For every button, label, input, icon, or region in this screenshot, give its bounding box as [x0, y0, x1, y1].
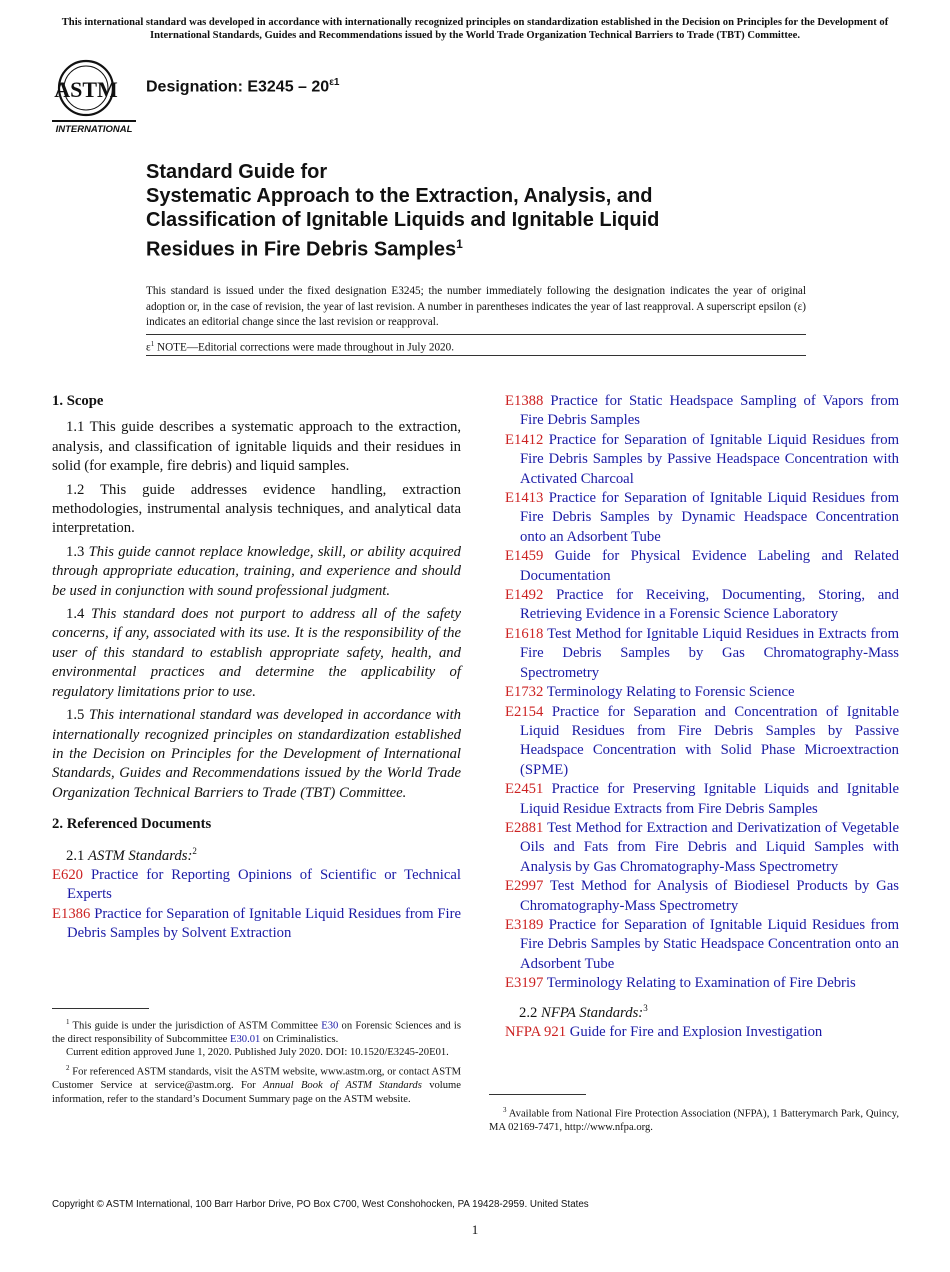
- ref-title: Test Method for Analysis of Biodiesel Products by Gas Chromatography-Mass Spectrometry: [520, 878, 899, 914]
- ref-item[interactable]: [505, 625, 899, 683]
- designation-epsilon: ε1: [329, 77, 340, 88]
- rule-bottom: [146, 355, 806, 356]
- ref-code: E1386: [52, 905, 91, 922]
- scope-heading: 1. Scope: [52, 393, 104, 409]
- footnote-1: $^1$ This guide is under the jurisdiction of ASTM Committee E30 on Forensic Sciences and is the direct responsibility of Subcommittee E30.01 on Criminalistics. Current edition approved June 1, 2020. Published July 2020. DOI: 10.1520/E3245-20E01.: [52, 1018, 461, 1059]
- ref-title: Terminology Relating to Forensic Science: [543, 684, 795, 701]
- right-column: [505, 392, 899, 1042]
- ref-code: E1459: [505, 548, 544, 565]
- scope-1-2: 1.2 This guide addresses evidence handling, extraction methodologies, instrumental analysis techniques, and analytical data interpretation.: [52, 481, 461, 537]
- title-line-1: Standard Guide for: [146, 161, 328, 183]
- scope-1-5: 1.5 This international standard was developed in accordance with internationally recognized principles on standardization established in the Decision on Principles for the Development of International Standards, Guides and Recommendations issued by the World Trade Organization Technical Barriers to Trade (TBT) Committee.: [52, 707, 461, 801]
- ref-title: Practice for Preserving Ignitable Liquids and Ignitable Liquid Residue Extracts from Fire Debris Samples: [520, 781, 899, 817]
- copyright-line: Copyright © ASTM International, 100 Barr Harbor Drive, PO Box C700, West Conshohocken, PA 19428-2959. United States: [52, 1199, 589, 1210]
- ref-title: Practice for Receiving, Documenting, Storing, and Retrieving Evidence in a Forensic Science Laboratory: [520, 587, 899, 623]
- left-ref-list: [52, 866, 461, 944]
- designation-label: Designation: E3245 – 20: [146, 78, 330, 96]
- title-footnote-mark: 1: [456, 237, 463, 251]
- document-title: [146, 160, 846, 262]
- astm-standards-label: 2.1 ASTM Standards:$^2$: [66, 845, 197, 864]
- ref-code: E3197: [505, 975, 544, 992]
- ref-code: E1492: [505, 587, 544, 604]
- designation: [146, 77, 340, 96]
- issued-statement: This standard is issued under the fixed designation E3245; the number immediately following the designation indicates the year of original adoption or, in the case of revision, the year of last revision. A number in parentheses indicates the year of last reapproval. A superscript epsilon (ε) indicates an editorial change since the last revision or reapproval.: [146, 285, 806, 328]
- ref-item[interactable]: [52, 866, 461, 905]
- footnote-rule-right: [489, 1094, 586, 1095]
- left-footnotes: [52, 1016, 461, 1106]
- ref-code: E2881: [505, 819, 544, 836]
- logo-text-top: ASTM: [54, 77, 118, 102]
- ref-item[interactable]: [505, 974, 899, 993]
- ref-code: E2154: [505, 703, 544, 720]
- scope-1-4: 1.4 This standard does not purport to address all of the safety concerns, if any, associated with its use. It is the responsibility of the user of this standard to establish appropriate safety, health, and environmental practices and determine the applicability of regulatory limitations prior to use.: [52, 606, 462, 700]
- ref-item[interactable]: [505, 916, 899, 974]
- referenced-heading: 2. Referenced Documents: [52, 816, 212, 833]
- link-e30[interactable]: E30: [321, 1020, 339, 1032]
- ref-code: E3189: [505, 916, 544, 933]
- ref-title: Guide for Fire and Explosion Investigation: [566, 1023, 823, 1040]
- page-number: 1: [471, 1222, 479, 1237]
- ref-code: E1388: [505, 393, 544, 409]
- footnote-rule-left: [52, 1008, 149, 1009]
- ref-item[interactable]: [505, 586, 899, 625]
- ref-code: E2451: [505, 781, 544, 798]
- right-footnotes: [489, 1104, 899, 1134]
- ref-item[interactable]: [505, 819, 899, 877]
- scope-1-3: 1.3 This guide cannot replace knowledge, skill, or ability acquired through appropriate education, training, and experience and should be used in conjunction with sound professional judgment.: [52, 543, 462, 599]
- ref-item[interactable]: [52, 905, 461, 944]
- ref-item[interactable]: [505, 392, 899, 431]
- logo-text-bottom: INTERNATIONAL: [55, 124, 133, 134]
- nfpa-standards-label: 2.2 NFPA Standards:$^3$: [519, 1002, 648, 1021]
- editorial-note: $\varepsilon^1$ NOTE—Editorial corrections were made throughout in July 2020.: [146, 340, 455, 354]
- ref-title: Test Method for Ignitable Liquid Residues in Extracts from Fire Debris Samples by Gas Chromatography-Mass Spectrometry: [520, 625, 899, 681]
- ref-title: Guide for Physical Evidence Labeling and Related Documentation: [520, 548, 899, 584]
- ref-code: NFPA 921: [505, 1023, 567, 1040]
- title-line-2: Systematic Approach to the Extraction, Analysis, and: [146, 185, 653, 207]
- ref-title: Practice for Separation of Ignitable Liquid Residues from Fire Debris Samples by Static Headspace Concentration onto an Adsorbent Tube: [520, 916, 899, 972]
- link-e30-01[interactable]: E30.01: [230, 1033, 261, 1045]
- left-column: [52, 392, 461, 943]
- ref-code: E1732: [505, 684, 544, 701]
- ref-title: Test Method for Extraction and Derivatization of Vegetable Oils and Fats from Fire Debris and Liquid Samples with Analysis by Gas Chromatography-Mass Spectrometry: [520, 819, 899, 875]
- ref-code: E1618: [505, 625, 544, 642]
- rule-top: [146, 334, 806, 335]
- ref-title: Practice for Reporting Opinions of Scientific or Technical Experts: [67, 866, 461, 903]
- header-notice: This international standard was developed in accordance with internationally recognized principles on standardization established in the Decision on Principles for the Development of International Standards, Guides and Recommendations issued by the World Trade Organization Technical Barriers to Trade (TBT) Committee.: [61, 17, 889, 41]
- ref-title: Terminology Relating to Examination of Fire Debris: [543, 975, 856, 992]
- ref-item[interactable]: [505, 431, 899, 489]
- ref-code: E1413: [505, 490, 544, 507]
- ref-title: Practice for Separation of Ignitable Liquid Residues from Fire Debris Samples by Dynamic Headspace Concentration onto an Adsorbent Tube: [520, 490, 899, 545]
- ref-item[interactable]: [505, 547, 899, 586]
- ref-item[interactable]: [505, 877, 899, 916]
- astm-logo-icon: [52, 58, 136, 134]
- ref-item[interactable]: [505, 780, 899, 819]
- ref-item[interactable]: [505, 1023, 899, 1042]
- footnote-3: $^3$ Available from National Fire Protection Association (NFPA), 1 Batterymarch Park, Quincy, MA 02169-7471, http://www.nfpa.org.: [489, 1106, 899, 1133]
- ref-title: Practice for Static Headspace Sampling of Vapors from Fire Debris Samples: [520, 393, 899, 429]
- right-ref-list: [505, 392, 899, 994]
- ref-title: Practice for Separation and Concentration of Ignitable Liquid Residues from Fire Debris Samples by Passive Headspace Concentration with Solid Phase Microextraction (SPME): [520, 703, 899, 778]
- ref-title: Practice for Separation of Ignitable Liquid Residues from Fire Debris Samples by Passive Headspace Concentration with Activated Charcoal: [520, 431, 899, 487]
- footnote-2: $^2$ For referenced ASTM standards, visit the ASTM website, www.astm.org, or contact ASTM Customer Service at service@astm.org. For Annual Book of ASTM Standards volume information, refer to the standard’s Document Summary page on the ASTM website.: [52, 1064, 461, 1105]
- ref-item[interactable]: [505, 703, 899, 781]
- ref-item[interactable]: [505, 489, 899, 547]
- scope-1-1: 1.1 This guide describes a systematic approach to the extraction, analysis, and classification of ignitable liquids and their residues in solid (for example, fire debris) and liquid samples.: [52, 419, 461, 475]
- ref-title: Practice for Separation of Ignitable Liquid Residues from Fire Debris Samples by Solvent Extraction: [67, 905, 461, 942]
- ref-code: E620: [52, 866, 84, 883]
- ref-code: E1412: [505, 431, 544, 448]
- title-line-3: Classification of Ignitable Liquids and Ignitable Liquid: [146, 209, 660, 231]
- title-line-4: Residues in Fire Debris Samples: [146, 238, 457, 261]
- ref-item[interactable]: [505, 683, 899, 702]
- ref-code: E2997: [505, 878, 544, 895]
